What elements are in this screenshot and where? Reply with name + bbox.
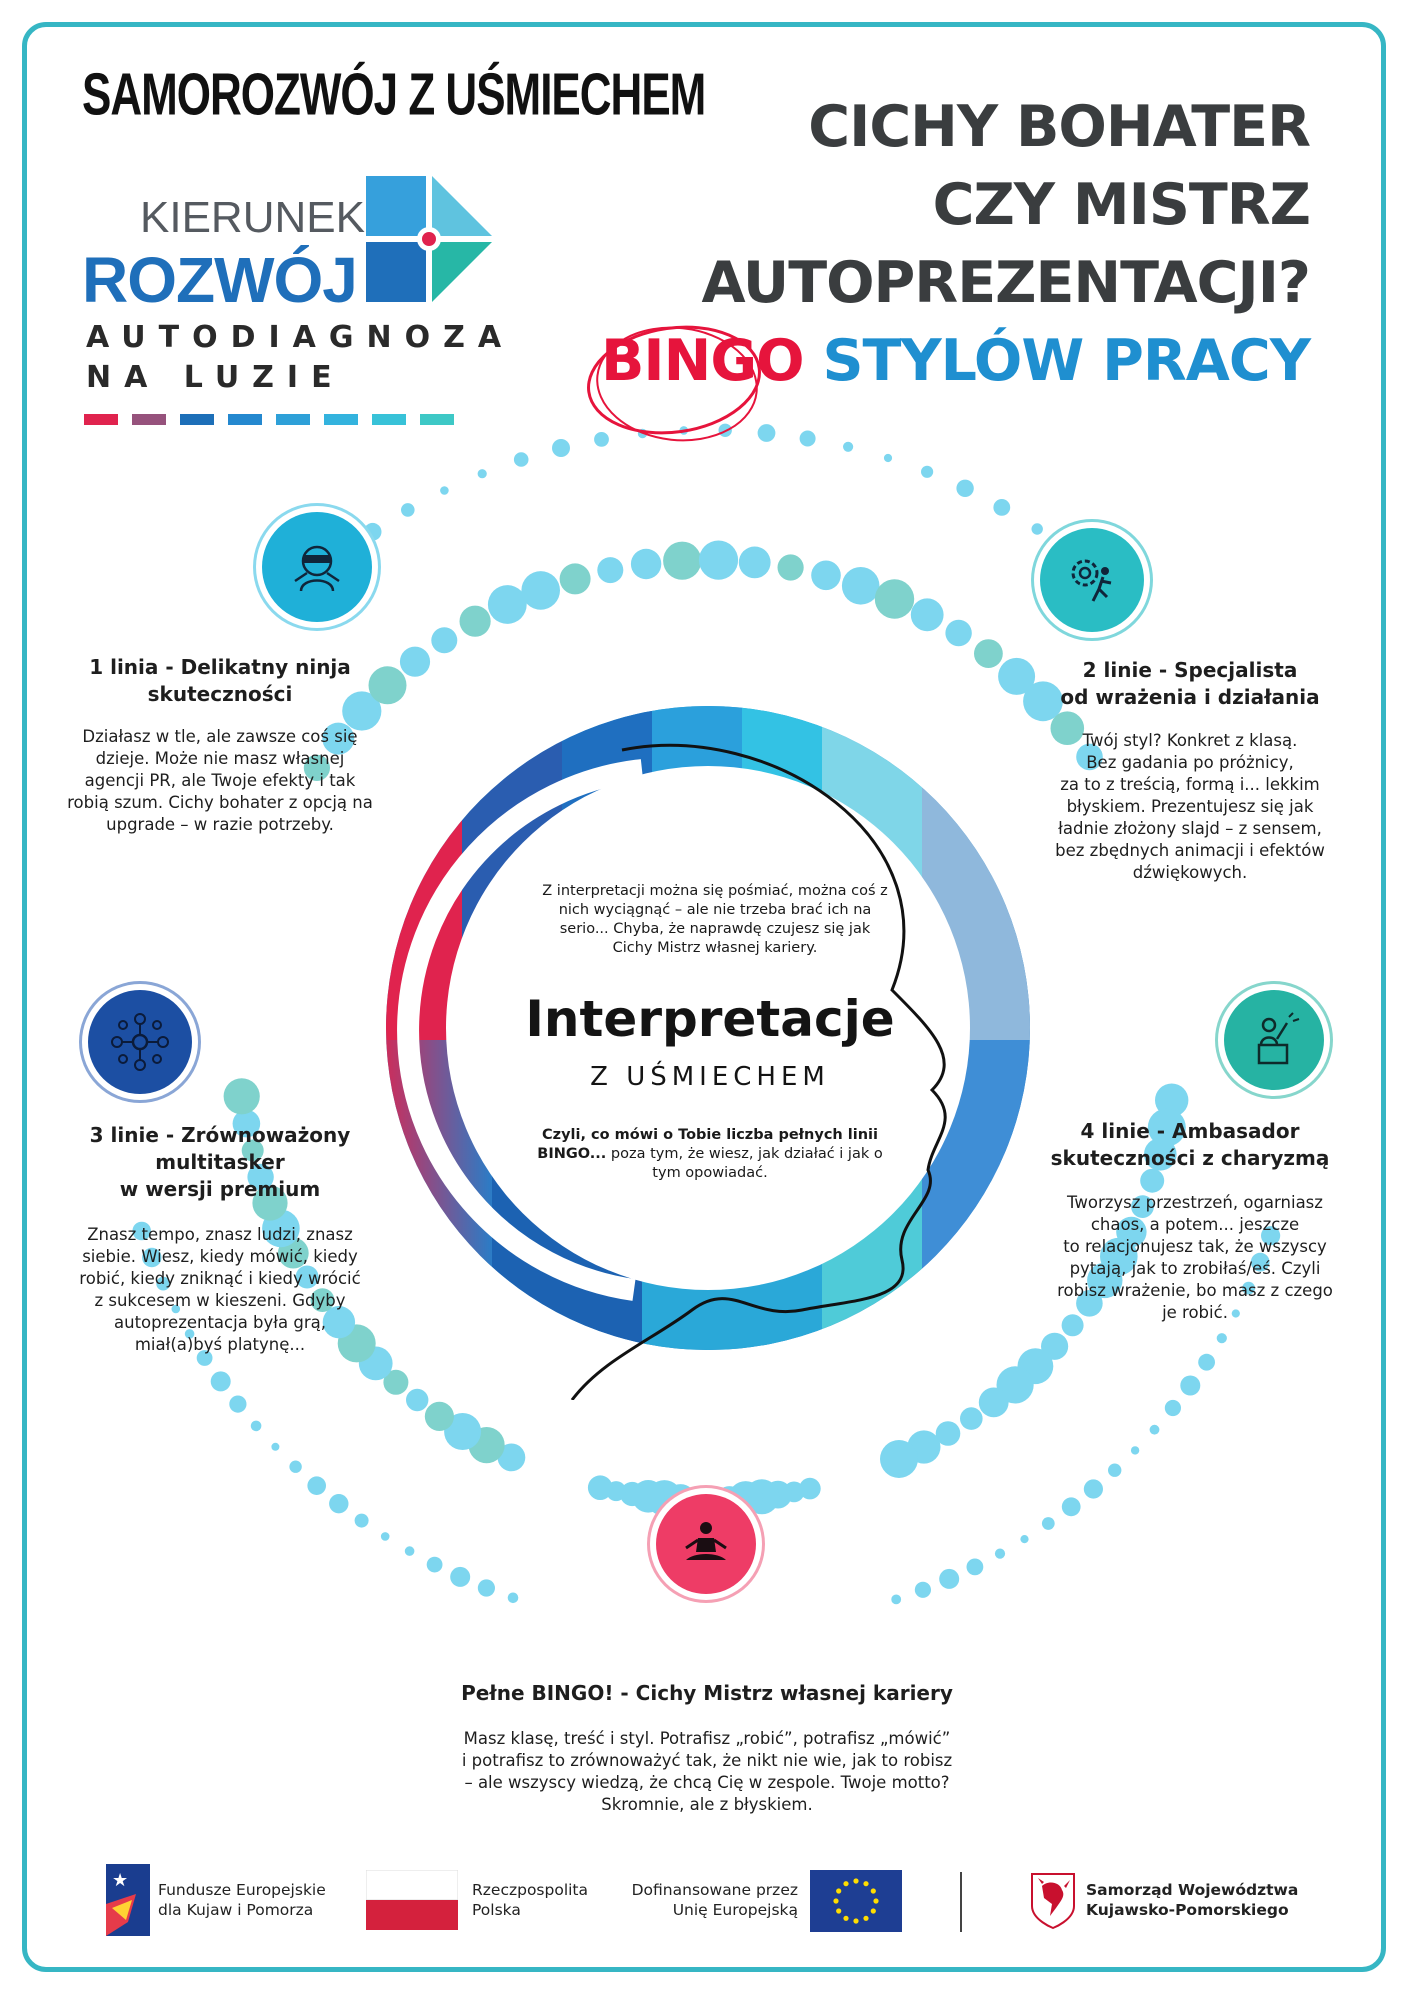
decorative-dot bbox=[521, 571, 560, 610]
section-2-text-line: za to z treścią, formą i... lekkim bbox=[1060, 775, 1320, 794]
section-2-text-line: bez zbędnych animacji i efektów bbox=[1055, 841, 1325, 860]
decorative-dot bbox=[663, 542, 701, 580]
decorative-dot bbox=[739, 547, 771, 579]
decorative-dot bbox=[364, 523, 382, 541]
decorative-dot bbox=[552, 439, 570, 457]
decorative-dot bbox=[1180, 1376, 1200, 1396]
decorative-dot bbox=[405, 1546, 415, 1556]
center-title: Interpretacje bbox=[525, 990, 895, 1048]
section-1-text-line: agencji PR, ale Twoje efekty i tak bbox=[84, 771, 356, 790]
decorative-dot bbox=[993, 499, 1010, 516]
decorative-dot bbox=[960, 1407, 983, 1430]
center-circle bbox=[372, 700, 1032, 1400]
region-coat-of-arms-icon bbox=[1030, 1872, 1076, 1930]
fe-logo-icon bbox=[106, 1864, 150, 1936]
center-question-rest: poza tym, że wiesz, jak działać i jak o tym opowiadać. bbox=[606, 1146, 883, 1181]
section-4-text-line: to relacjonujesz tak, że wszyscy bbox=[1063, 1237, 1327, 1256]
decorative-dot bbox=[588, 1475, 613, 1500]
section-3-text-line: robić, kiedy zniknąć i kiedy wrócić bbox=[79, 1269, 361, 1288]
decorative-dot bbox=[631, 549, 661, 579]
decorative-dot bbox=[478, 1579, 495, 1596]
center-question-bold: Czyli, co mówi o Tobie liczba pełnych linii BINGO... bbox=[537, 1127, 878, 1162]
decorative-dot bbox=[967, 1559, 984, 1576]
title-line-1: CICHY BOHATER bbox=[808, 94, 1310, 160]
decorative-dot bbox=[811, 561, 841, 591]
rp-label-line: Polska bbox=[472, 1901, 521, 1919]
decorative-dot bbox=[560, 563, 591, 594]
decorative-dot bbox=[1217, 1333, 1227, 1343]
decorative-dot bbox=[251, 1421, 262, 1432]
svg-text:★: ★ bbox=[112, 1870, 129, 1891]
section-5-text-line: – ale wszyscy wiedzą, że chcą Cię w zespole. Twoje motto? bbox=[464, 1773, 950, 1792]
section-2-title-line: od wrażenia i działania bbox=[1060, 685, 1320, 709]
decorative-dot bbox=[939, 1569, 959, 1589]
decorative-dot bbox=[508, 1593, 519, 1604]
logo-na-luzie: NA LUZIE bbox=[86, 360, 345, 395]
decorative-dot bbox=[1108, 1464, 1121, 1477]
decorative-dot bbox=[1140, 1169, 1164, 1193]
section-1-title-line: skuteczności bbox=[147, 682, 293, 706]
eu-star-icon bbox=[853, 1878, 858, 1883]
rp-label-line: Rzeczpospolita bbox=[472, 1881, 589, 1899]
decorative-dot bbox=[425, 1402, 454, 1431]
section-4-text-line: chaos, a potem... jeszcze bbox=[1090, 1215, 1300, 1234]
decorative-dot bbox=[1198, 1354, 1215, 1371]
section-3-title-line: 3 linie - Zrównoważony bbox=[89, 1123, 351, 1147]
sw-label-line: Samorząd Województwa bbox=[1086, 1881, 1299, 1899]
section-5-icon-wrap bbox=[656, 1494, 756, 1594]
color-stripes bbox=[84, 414, 454, 425]
section-1-text-line: dzieje. Może nie masz własnej bbox=[95, 749, 345, 768]
decorative-dot bbox=[974, 639, 1003, 668]
decorative-dot bbox=[369, 666, 407, 704]
eu-star-icon bbox=[836, 1908, 841, 1913]
meditation-icon bbox=[678, 1516, 734, 1572]
kierunek-logo-icon bbox=[362, 172, 498, 308]
eu-star-icon bbox=[843, 1916, 848, 1921]
section-3-text-line: miał(a)byś platynę... bbox=[134, 1335, 306, 1354]
section-5-text-line: Skromnie, ale z błyskiem. bbox=[601, 1795, 813, 1814]
section-3-text-line: Znasz tempo, znasz ludzi, znasz bbox=[87, 1225, 353, 1244]
decorative-dot bbox=[307, 1476, 326, 1495]
section-3-title-line: w wersji premium bbox=[119, 1177, 321, 1201]
logo-kierunek: KIERUNEK bbox=[140, 193, 365, 242]
section-5-text-line: i potrafisz to zrównoważyć tak, że nikt nie wie, jak to robisz bbox=[461, 1751, 953, 1770]
decorative-dot bbox=[211, 1371, 231, 1391]
section-4-text-line: pytają, jak to zrobiłaś/eś. Czyli bbox=[1069, 1259, 1321, 1278]
eu-flag-icon bbox=[810, 1870, 902, 1932]
poland-flag-icon bbox=[366, 1870, 458, 1930]
decorative-dot bbox=[1042, 1517, 1055, 1530]
decorative-dot bbox=[995, 1549, 1005, 1559]
decorative-dot bbox=[1032, 523, 1043, 534]
title-line-3: AUTOPREZENTACJI? bbox=[701, 250, 1310, 316]
decorative-dot bbox=[460, 606, 491, 637]
sw-label bbox=[1086, 1880, 1298, 1920]
decorative-dot bbox=[891, 1595, 901, 1605]
section-2-title-line: 2 linie - Specjalista bbox=[1082, 658, 1298, 682]
center-question bbox=[530, 1126, 890, 1183]
decorative-dot bbox=[224, 1078, 260, 1114]
decorative-dot bbox=[842, 567, 880, 605]
decorative-dot bbox=[1084, 1479, 1103, 1498]
decorative-dot bbox=[271, 1443, 279, 1451]
decorative-dot bbox=[921, 466, 933, 478]
decorative-dot bbox=[1020, 1535, 1028, 1543]
section-1-title-line: 1 linia - Delikatny ninja bbox=[89, 655, 351, 679]
decorative-dot bbox=[440, 486, 449, 495]
decorative-dot bbox=[875, 579, 914, 618]
decorative-dot bbox=[843, 442, 853, 452]
section-4-title-line: skuteczności z charyzmą bbox=[1050, 1146, 1330, 1170]
section-2-text-line: ładnie złożony slajd – z sensem, bbox=[1058, 819, 1322, 838]
eu-star-icon bbox=[843, 1881, 848, 1886]
ue-label-line: Dofinansowane przez bbox=[631, 1881, 798, 1899]
decorative-dot bbox=[488, 585, 527, 624]
fe-label bbox=[158, 1880, 326, 1920]
eu-star-icon bbox=[873, 1898, 878, 1903]
decorative-dot bbox=[1150, 1425, 1160, 1435]
decorative-dot bbox=[329, 1494, 348, 1513]
eu-star-icon bbox=[836, 1888, 841, 1893]
section-4-title bbox=[1040, 1118, 1340, 1172]
decorative-dot bbox=[289, 1461, 301, 1473]
section-1-text-line: robią szum. Cichy bohater z opcją na bbox=[67, 793, 373, 812]
section-2-title bbox=[1040, 657, 1340, 711]
section-3-text-line: siebie. Wiesz, kiedy mówić, kiedy bbox=[82, 1247, 358, 1266]
section-2-text-line: Bez gadania po próżnicy, bbox=[1086, 753, 1294, 772]
section-1-title bbox=[70, 654, 370, 708]
decorative-dot bbox=[381, 1532, 390, 1541]
section-5-text-line: Masz klasę, treść i styl. Potrafisz „robić”, potrafisz „mówić” bbox=[463, 1729, 951, 1748]
section-4-text-line: robisz wrażenie, bo masz z czego bbox=[1057, 1281, 1333, 1300]
eu-star-icon bbox=[863, 1881, 868, 1886]
decorative-dot bbox=[478, 469, 487, 478]
section-3-icon-wrap bbox=[88, 990, 192, 1094]
decorative-dot bbox=[229, 1396, 246, 1413]
section-3-text-line: z sukcesem w kieszeni. Gdyby bbox=[94, 1291, 346, 1310]
eu-star-icon bbox=[871, 1908, 876, 1913]
network-people-icon bbox=[109, 1011, 171, 1073]
decorative-dot bbox=[956, 480, 973, 497]
section-2-text bbox=[1030, 730, 1350, 884]
decorative-dot bbox=[355, 1514, 369, 1528]
bingo-circle-scribble bbox=[582, 320, 768, 452]
section-1-text-line: Działasz w tle, ale zawsze coś się bbox=[82, 727, 358, 746]
center-intro: Z interpretacji można się pośmiać, można coś z nich wyciągnąć – ale nie trzeba brać ich na serio... Chyba, że naprawdę czujesz się jak Cichy Mistrz własnej kariery. bbox=[542, 883, 888, 956]
decorative-dot bbox=[1131, 1446, 1139, 1454]
section-3-text bbox=[55, 1224, 385, 1356]
eu-star-icon bbox=[833, 1898, 838, 1903]
section-1-text bbox=[60, 726, 380, 836]
footer-divider bbox=[960, 1872, 962, 1932]
decorative-dot bbox=[450, 1567, 470, 1587]
section-5-title bbox=[357, 1680, 1057, 1707]
gear-runner-icon bbox=[1063, 551, 1121, 609]
rp-label bbox=[472, 1880, 588, 1920]
section-4-text-line: je robić. bbox=[1162, 1303, 1228, 1322]
title-styles: STYLÓW PRACY bbox=[822, 328, 1310, 394]
decorative-dot bbox=[427, 1557, 443, 1573]
section-2-text-line: dźwiękowych. bbox=[1132, 863, 1248, 882]
logo-autodiagnoza: AUTODIAGNOZA bbox=[86, 320, 515, 355]
section-3-title bbox=[70, 1122, 370, 1203]
eu-star-icon bbox=[863, 1916, 868, 1921]
section-2-icon-wrap bbox=[1040, 528, 1144, 632]
decorative-dot bbox=[884, 454, 892, 462]
decorative-dot bbox=[945, 620, 971, 646]
ninja-icon bbox=[287, 537, 347, 597]
decorative-dot bbox=[431, 627, 457, 653]
decorative-dot bbox=[401, 503, 415, 517]
eu-star-icon bbox=[871, 1888, 876, 1893]
section-5-text bbox=[357, 1728, 1057, 1816]
title-bingo: BINGO bbox=[600, 328, 804, 394]
series-title: SAMOROZWÓJ Z UŚMIECHEM bbox=[82, 62, 706, 129]
speaker-podium-icon bbox=[1245, 1011, 1303, 1069]
logo-rozwoj: ROZWÓJ bbox=[82, 244, 357, 316]
section-4-text-line: Tworzysz przestrzeń, ogarniasz bbox=[1067, 1193, 1323, 1212]
eu-star-icon bbox=[853, 1918, 858, 1923]
section-4-title-line: 4 linie - Ambasador bbox=[1080, 1119, 1300, 1143]
decorative-dot bbox=[880, 1440, 918, 1478]
decorative-dot bbox=[597, 557, 623, 583]
decorative-dot bbox=[911, 598, 944, 631]
decorative-dot bbox=[1062, 1497, 1081, 1516]
decorative-dot bbox=[514, 452, 529, 467]
title-line-2: CZY MISTRZ bbox=[932, 172, 1310, 238]
decorative-dot bbox=[400, 647, 430, 677]
center-subtitle: Z UŚMIECHEM bbox=[590, 1062, 830, 1092]
section-4-text bbox=[1030, 1192, 1360, 1324]
section-2-text-line: błyskiem. Prezentujesz się jak bbox=[1066, 797, 1314, 816]
decorative-dot bbox=[800, 431, 816, 447]
decorative-dot bbox=[778, 554, 804, 580]
section-5-title-line: Pełne BINGO! - Cichy Mistrz własnej kariery bbox=[461, 1681, 953, 1705]
ue-label bbox=[614, 1880, 798, 1920]
decorative-dot bbox=[1165, 1400, 1181, 1416]
fe-label-line: dla Kujaw i Pomorza bbox=[158, 1901, 314, 1919]
section-2-text-line: Twój styl? Konkret z klasą. bbox=[1082, 731, 1298, 750]
section-4-icon-wrap bbox=[1224, 990, 1324, 1090]
decorative-dot bbox=[915, 1582, 931, 1598]
sw-label-line: Kujawsko-Pomorskiego bbox=[1086, 1901, 1289, 1919]
section-3-text-line: autoprezentacja była grą, bbox=[114, 1313, 326, 1332]
section-1-icon-wrap bbox=[262, 512, 372, 622]
fe-label-line: Fundusze Europejskie bbox=[158, 1881, 326, 1899]
section-3-title-line: multitasker bbox=[155, 1150, 285, 1174]
decorative-dot bbox=[699, 541, 738, 580]
section-1-text-line: upgrade – w razie potrzeby. bbox=[106, 815, 334, 834]
ue-label-line: Unię Europejską bbox=[672, 1901, 798, 1919]
